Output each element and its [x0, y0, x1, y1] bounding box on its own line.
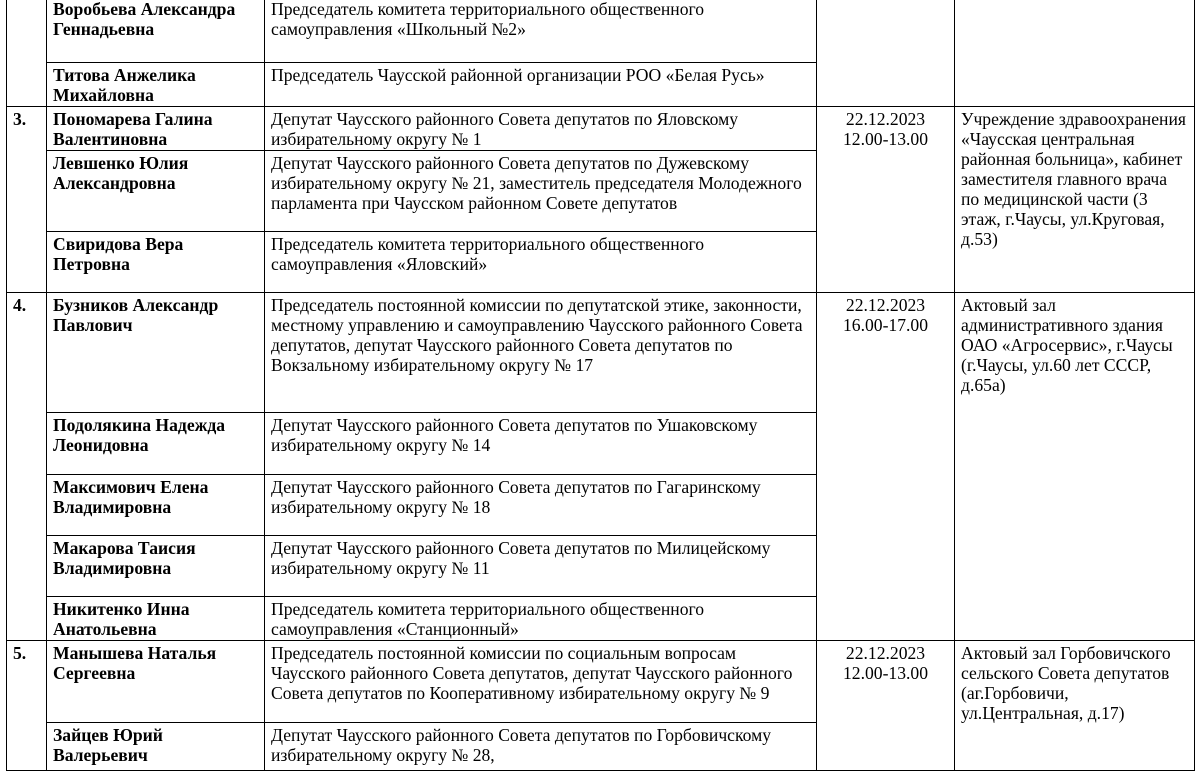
reception-date: 22.12.2023 [845, 295, 926, 315]
person-position: Депутат Чаусского районного Совета депутатов по Милицейскому избирательному округу № 11 [265, 536, 817, 597]
person-position: Председатель комитета территориального общественного самоуправления «Яловский» [265, 232, 817, 293]
row-number: 5. [7, 641, 47, 771]
reception-schedule-table [6, 0, 1195, 771]
reception-date: 22.12.2023 [845, 109, 926, 129]
row-number: 4. [7, 293, 47, 641]
person-position: Депутат Чаусского районного Совета депутатов по Горбовичскому избирательному округу № 28, [265, 723, 817, 771]
person-name: Никитенко Инна Анатольевна [47, 597, 265, 641]
person-position: Председатель комитета территориального общественного самоуправления «Станционный» [265, 597, 817, 641]
person-name: Зайцев Юрий Валерьевич [47, 723, 265, 771]
person-name: Манышева Наталья Сергеевна [47, 641, 265, 723]
person-name: Бузников Александр Павлович [47, 293, 265, 413]
table-row [7, 641, 1195, 723]
person-name: Свиридова Вера Петровна [47, 232, 265, 293]
table-row [7, 0, 1195, 63]
reception-date-cell [817, 107, 955, 293]
reception-place: Учреждение здравоохранения «Чаусская центральная районная больница», кабинет заместителя главного врача по медицинской части (3 этаж, г.Чаусы, ул.Круговая, д.53) [955, 107, 1195, 293]
reception-place-cell [955, 0, 1195, 107]
reception-date-cell [817, 0, 955, 107]
reception-date-cell [817, 641, 955, 771]
row-number [7, 0, 47, 107]
person-name: Максимович Елена Владимировна [47, 475, 265, 536]
table-row [7, 293, 1195, 413]
person-name: Левшенко Юлия Александровна [47, 151, 265, 232]
person-name: Подолякина Надежда Леонидовна [47, 413, 265, 475]
reception-place: Актовый зал административного здания ОАО «Агросервис», г.Чаусы (г.Чаусы, ул.60 лет СССР, д.65а) [955, 293, 1195, 641]
person-name: Пономарева Галина Валентиновна [47, 107, 265, 151]
person-position: Депутат Чаусского районного Совета депутатов по Дужевскому избирательному округу № 21, заместитель председателя Молодежного парламента при Чаусском районном Совете депутатов [265, 151, 817, 232]
person-position: Депутат Чаусского районного Совета депутатов по Ушаковскому избирательному округу № 14 [265, 413, 817, 475]
person-position: Депутат Чаусского районного Совета депутатов по Гагаринскому избирательному округу № 18 [265, 475, 817, 536]
person-name: Макарова Таисия Владимировна [47, 536, 265, 597]
person-position: Председатель Чаусской районной организации РОО «Белая Русь» [265, 63, 817, 107]
person-name: Титова Анжелика Михайловна [47, 63, 265, 107]
reception-time: 16.00-17.00 [842, 315, 929, 335]
person-position: Депутат Чаусского районного Совета депутатов по Яловскому избирательному округу № 1 [265, 107, 817, 151]
reception-time: 12.00-13.00 [842, 129, 929, 149]
reception-time: 12.00-13.00 [842, 663, 929, 683]
reception-date: 22.12.2023 [845, 643, 926, 663]
row-number: 3. [7, 107, 47, 293]
reception-place: Актовый зал Горбовичского сельского Совета депутатов (аг.Горбовичи, ул.Центральная, д.17) [955, 641, 1195, 771]
person-position: Председатель постоянной комиссии по социальным вопросам Чаусского районного Совета депутатов, депутат Чаусского районного Совета депутатов по Кооперативному избирательному округу № 9 [265, 641, 817, 723]
person-position: Председатель комитета территориального общественного самоуправления «Школьный №2» [265, 0, 817, 63]
person-position: Председатель постоянной комиссии по депутатской этике, законности, местному управлению и самоуправлению Чаусского районного Совета депутатов, депутат Чаусского районного Совета депутатов по Вокзальному избирательному округу № 17 [265, 293, 817, 413]
reception-date-cell [817, 293, 955, 641]
table-row [7, 107, 1195, 151]
person-name: Воробьева Александра Геннадьевна [47, 0, 265, 63]
